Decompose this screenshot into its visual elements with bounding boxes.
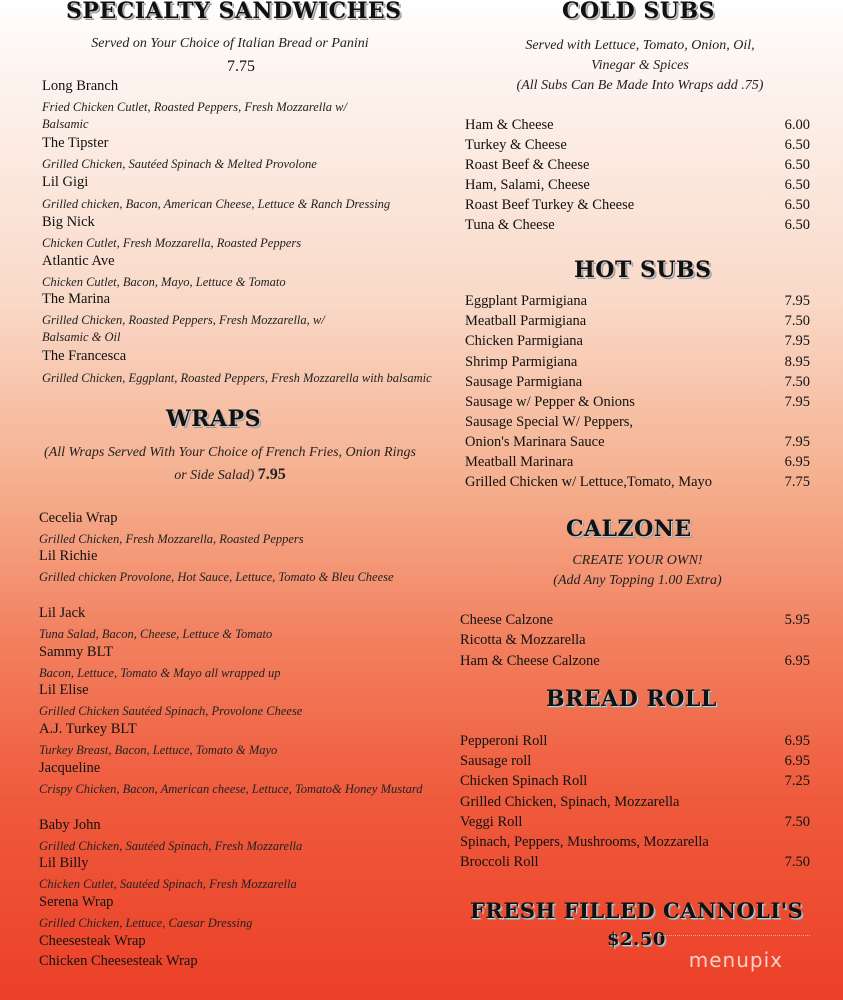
menu-item-desc: Grilled Chicken, Fresh Mozzarella, Roasted Peppers — [39, 532, 304, 546]
menu-item-desc: Chicken Cutlet, Fresh Mozzarella, Roasted Peppers — [42, 236, 302, 250]
wraps-price: 7.95 — [257, 466, 286, 483]
cold-subs-subtitle-2: Vinegar & Spices — [591, 58, 689, 73]
menu-item-name: Lil Elise — [39, 682, 89, 698]
menu-item-desc: Bacon, Lettuce, Tomato & Mayo all wrapped up — [39, 666, 281, 680]
menu-row-price: 7.50 — [784, 374, 810, 390]
menu-row — [465, 177, 810, 194]
menu-item-name: Cheesesteak Wrap — [39, 933, 146, 949]
menu-item-desc: Grilled chicken, Bacon, American Cheese, Lettuce & Ranch Dressing — [42, 197, 391, 211]
menu-row-price: 6.50 — [784, 157, 810, 173]
menu-row-price: 6.50 — [784, 197, 810, 213]
menu-row — [465, 137, 810, 154]
menu-row-price: 7.50 — [784, 313, 810, 329]
menu-row-price: 7.95 — [784, 434, 810, 450]
menu-row-price: 7.95 — [784, 394, 810, 410]
calzone-title: CALZONE — [566, 516, 692, 542]
menu-item-desc: Turkey Breast, Bacon, Lettuce, Tomato & Mayo — [39, 743, 278, 757]
menu-row — [460, 854, 810, 871]
menu-item-desc: Crispy Chicken, Bacon, American cheese, Lettuce, Tomato& Honey Mustard — [39, 782, 423, 796]
menu-row-name: Sausage w/ Pepper & Onions — [465, 394, 635, 410]
menu-row-price: 7.50 — [784, 814, 810, 830]
menu-item-desc: Grilled Chicken Sautéed Spinach, Provolone Cheese — [39, 704, 303, 718]
menu-row-price: 6.50 — [784, 217, 810, 233]
menu-row-name: Sausage Special W/ Peppers, — [465, 414, 634, 430]
menu-row-name: Meatball Parmigiana — [465, 313, 587, 329]
menu-item-name: Lil Gigi — [42, 174, 89, 190]
menu-row — [465, 217, 810, 234]
menu-item-name: The Marina — [42, 291, 111, 307]
specialty-title: SPECIALTY SANDWICHES — [66, 0, 402, 24]
menu-row — [460, 632, 810, 649]
menu-row — [465, 313, 810, 330]
menu-item-name: Atlantic Ave — [42, 253, 115, 269]
menu-item-desc: Chicken Cutlet, Bacon, Mayo, Lettuce & Tomato — [42, 275, 286, 289]
menu-row — [465, 394, 810, 411]
menu-item-desc: Grilled Chicken, Lettuce, Caesar Dressing — [39, 916, 253, 930]
menu-row — [465, 197, 810, 214]
calzone-subtitle-2: (Add Any Topping 1.00 Extra) — [553, 573, 722, 588]
menu-item-name: Long Branch — [42, 78, 119, 94]
menu-item-name: Lil Jack — [39, 605, 86, 621]
hot-subs-title: HOT SUBS — [574, 257, 712, 283]
cannoli-price: $2.50 — [607, 929, 666, 950]
menu-row-name: Onion's Marinara Sauce — [465, 434, 605, 450]
menu-row — [460, 653, 810, 670]
menu-row-price: 5.95 — [784, 612, 810, 628]
menu-row-name: Sausage Parmigiana — [465, 374, 583, 390]
menu-item-desc: Grilled Chicken, Eggplant, Roasted Peppers, Fresh Mozzarella with balsamic — [42, 371, 432, 385]
menu-row-name: Chicken Spinach Roll — [460, 773, 588, 789]
menu-row-name: Chicken Parmigiana — [465, 333, 583, 349]
menu-item-name: A.J. Turkey BLT — [39, 721, 137, 737]
menu-row-name: Turkey & Cheese — [465, 137, 567, 153]
menu-row-name: Roast Beef Turkey & Cheese — [465, 197, 635, 213]
menu-item-name: Lil Billy — [39, 855, 89, 871]
menu-item-name: Cecelia Wrap — [39, 510, 118, 526]
specialty-subtitle: Served on Your Choice of Italian Bread or Panini — [91, 36, 369, 51]
menu-row-price: 7.95 — [784, 333, 810, 349]
specialty-price: 7.75 — [227, 58, 255, 75]
menu-row — [465, 374, 810, 391]
menu-row — [460, 834, 810, 851]
cold-subs-subtitle-1: Served with Lettuce, Tomato, Onion, Oil, — [525, 38, 755, 53]
menu-row — [465, 474, 810, 491]
menu-item-desc: Grilled chicken Provolone, Hot Sauce, Lettuce, Tomato & Bleu Cheese — [39, 570, 394, 584]
menu-row — [460, 733, 810, 750]
menu-row-price: 7.50 — [784, 854, 810, 870]
menu-row — [465, 354, 810, 371]
bread-roll-title: BREAD ROLL — [546, 686, 717, 712]
menu-row-name: Ham & Cheese — [465, 117, 554, 133]
menu-row — [460, 612, 810, 629]
menu-row-name: Veggi Roll — [460, 814, 523, 830]
menu-row-price: 6.95 — [784, 753, 810, 769]
menu-item-desc: Tuna Salad, Bacon, Cheese, Lettuce & Tomato — [39, 627, 273, 641]
menu-item-name: Big Nick — [42, 214, 95, 230]
menu-item-desc: Fried Chicken Cutlet, Roasted Peppers, Fresh Mozzarella w/ Balsamic — [42, 100, 347, 131]
menu-row-name: Broccoli Roll — [460, 854, 539, 870]
menu-row-name: Spinach, Peppers, Mushrooms, Mozzarella — [460, 834, 709, 850]
calzone-subtitle-1: CREATE YOUR OWN! — [572, 553, 703, 568]
menu-row-name: Tuna & Cheese — [465, 217, 555, 233]
menu-row-price: 6.95 — [784, 454, 810, 470]
wraps-subtitle-text: (All Wraps Served With Your Choice of French Fries, Onion Rings or Side Salad) — [44, 445, 416, 483]
menu-row-name: Sausage roll — [460, 753, 532, 769]
menu-row — [465, 157, 810, 174]
menu-row-price: 7.95 — [784, 293, 810, 309]
menu-row-name: Ham, Salami, Cheese — [465, 177, 590, 193]
menu-row-price: 7.25 — [784, 773, 810, 789]
menu-row — [465, 454, 810, 471]
menu-row-price: 6.50 — [784, 177, 810, 193]
menu-item-name: Jacqueline — [39, 760, 101, 776]
menu-row-price: 6.50 — [784, 137, 810, 153]
menu-item-name: The Francesca — [42, 348, 127, 364]
cold-subs-subtitle-3: (All Subs Can Be Made Into Wraps add .75) — [516, 78, 764, 93]
menu-row-name: Grilled Chicken w/ Lettuce,Tomato, Mayo — [465, 474, 713, 490]
menu-row-name: Ham & Cheese Calzone — [460, 653, 600, 669]
menu-item-desc: Grilled Chicken, Sautéed Spinach & Melted Provolone — [42, 157, 317, 171]
menu-row-name: Grilled Chicken, Spinach, Mozzarella — [460, 794, 680, 810]
menu-row-name: Shrimp Parmigiana — [465, 354, 578, 370]
menu-row-name: Meatball Marinara — [465, 454, 574, 470]
menu-item-name: Chicken Cheesesteak Wrap — [39, 953, 198, 969]
menu-row-name: Eggplant Parmigiana — [465, 293, 588, 309]
menu-item-name: Baby John — [39, 817, 101, 833]
menu-item-name: Lil Richie — [39, 548, 98, 564]
menu-row-name: Pepperoni Roll — [460, 733, 548, 749]
menu-row-price: 6.00 — [784, 117, 810, 133]
menu-row — [465, 333, 810, 350]
menu-row — [465, 117, 810, 134]
menu-row — [460, 814, 810, 831]
menu-row — [460, 753, 810, 770]
menu-row-name: Cheese Calzone — [460, 612, 554, 628]
menu-item-name: Sammy BLT — [39, 644, 113, 660]
menu-item-name: The Tipster — [42, 135, 109, 151]
menu-row — [465, 414, 810, 431]
menu-item-desc: Grilled Chicken, Sautéed Spinach, Fresh Mozzarella — [39, 839, 303, 853]
menupix-watermark: menupix — [688, 948, 783, 972]
cold-subs-title: COLD SUBS — [562, 0, 715, 24]
menu-item-desc: Grilled Chicken, Roasted Peppers, Fresh Mozzarella, w/ Balsamic & Oil — [42, 313, 325, 344]
menu-row — [465, 293, 810, 310]
menu-row-price: 8.95 — [784, 354, 810, 370]
wraps-subtitle — [40, 442, 420, 487]
menu-item-name: Serena Wrap — [39, 894, 114, 910]
menu-row-name: Ricotta & Mozzarella — [460, 632, 586, 648]
cannoli-title: FRESH FILLED CANNOLI'S — [470, 898, 804, 923]
menu-row-price: 6.95 — [784, 653, 810, 669]
menu-item-desc: Chicken Cutlet, Sautéed Spinach, Fresh Mozzarella — [39, 877, 297, 891]
menu-row-name: Roast Beef & Cheese — [465, 157, 590, 173]
wraps-title: WRAPS — [166, 406, 261, 432]
menu-row-price: 7.75 — [784, 474, 810, 490]
menu-row — [465, 434, 810, 451]
menu-row-price: 6.95 — [784, 733, 810, 749]
menu-row — [460, 794, 810, 811]
menu-row — [460, 773, 810, 790]
